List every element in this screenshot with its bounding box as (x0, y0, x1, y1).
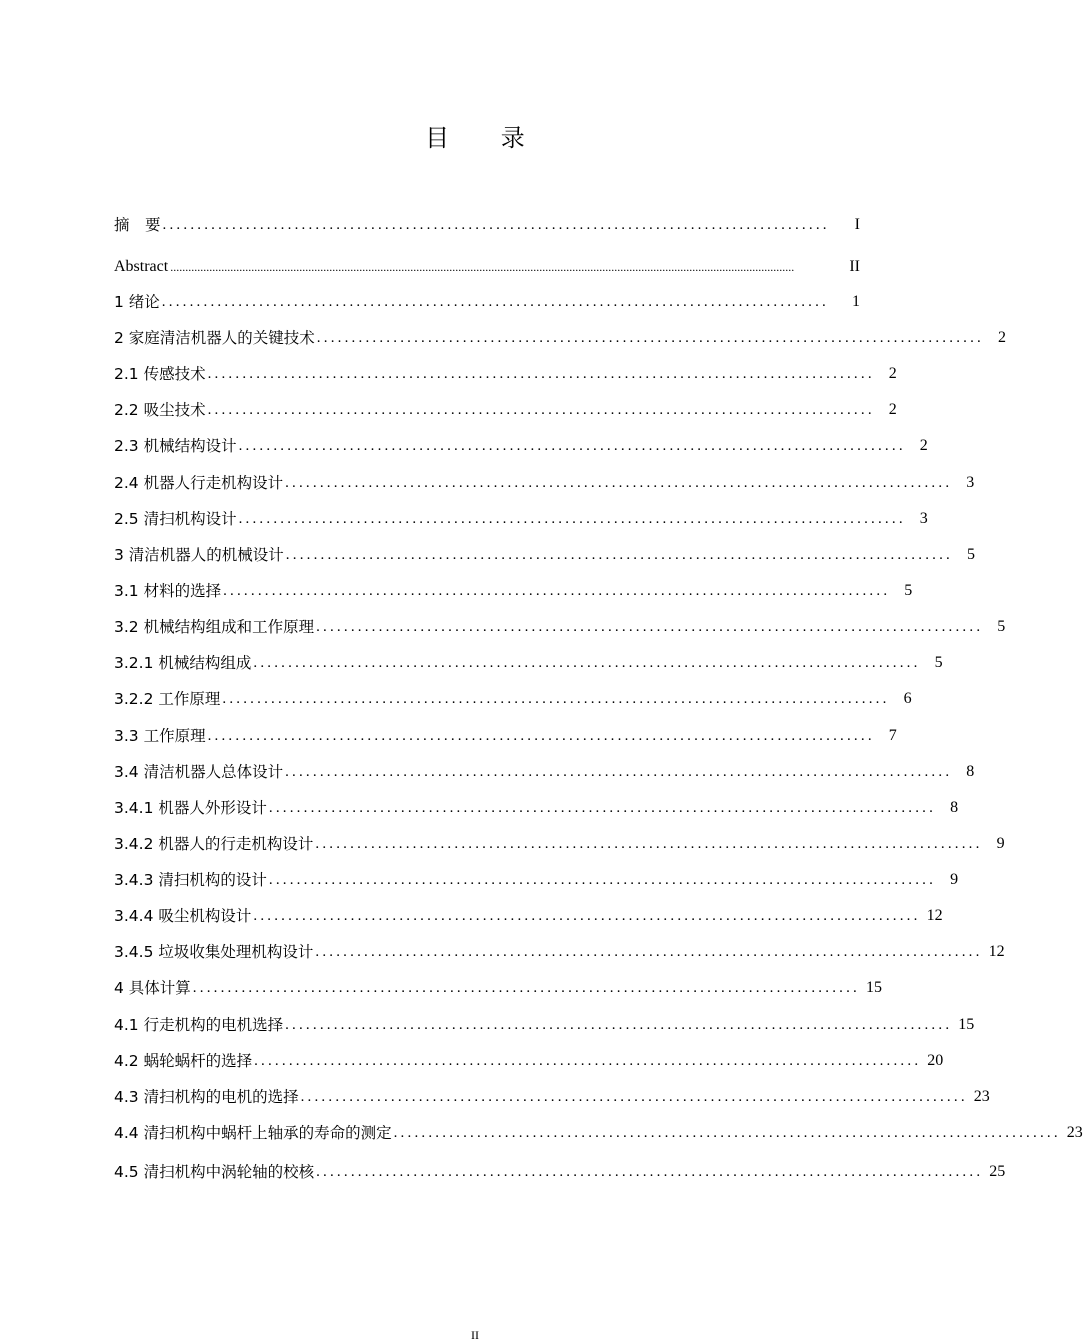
toc-dot-leader: ................................................................................................................................................................................................................ (170, 260, 795, 274)
toc-entry[interactable] (114, 865, 959, 891)
toc-entry[interactable] (114, 504, 928, 530)
toc-entry-page: 20 (927, 1052, 944, 1069)
toc-dot-leader: ................................................................................................ (316, 330, 984, 346)
toc-entry-page: 3 (919, 510, 928, 527)
toc-dot-leader: ................................................................................................ (207, 402, 875, 418)
toc-entry[interactable] (114, 576, 913, 602)
toc-dot-leader: ................................................................................................ (162, 217, 830, 233)
toc-entry-label: 2.4 机器人行走机构设计 (114, 474, 284, 492)
toc-dot-leader: ................................................................................................ (238, 511, 906, 527)
toc-entry[interactable] (114, 793, 959, 819)
toc-entry[interactable] (114, 684, 912, 710)
toc-entry-page: 5 (997, 618, 1006, 635)
toc-entry[interactable] (114, 1157, 1006, 1183)
toc-dot-leader: ................................................................................................ (238, 438, 906, 454)
toc-dot-leader: ................................................................................................ (222, 691, 890, 707)
toc-entry-label: 3.4.2 机器人的行走机构设计 (114, 835, 314, 853)
toc-entry-page: 15 (866, 979, 882, 996)
toc-entry-page: I (854, 216, 860, 233)
toc-dot-leader: ................................................................................................ (254, 1053, 922, 1069)
toc-dot-leader: ................................................................................................ (315, 944, 983, 960)
toc-entry-label: 2 家庭清洁机器人的关键技术 (114, 329, 315, 347)
toc-entry-page: 6 (903, 690, 912, 707)
toc-entry-label: 3.4.1 机器人外形设计 (114, 799, 267, 817)
toc-entry-label: 3.4.4 吸尘机构设计 (114, 907, 252, 925)
toc-entry-label: 4.5 清扫机构中涡轮轴的校核 (114, 1163, 315, 1181)
toc-entry-page: II (849, 258, 860, 275)
toc-entry-label: 4.2 蜗轮蜗杆的选择 (114, 1052, 253, 1070)
toc-entry-label: 3.2.1 机械结构组成 (114, 654, 252, 672)
toc-dot-leader: ................................................................................................ (192, 980, 860, 996)
toc-dot-leader: ................................................................................................ (223, 583, 891, 599)
toc-entry-label: 2.5 清扫机构设计 (114, 510, 237, 528)
toc-entry[interactable] (114, 468, 975, 494)
page-number: II (471, 1328, 479, 1342)
toc-dot-leader: ................................................................................................ (316, 1164, 984, 1180)
toc-entry-label: 3.2 机械结构组成和工作原理 (114, 618, 315, 636)
toc-entry[interactable] (114, 431, 928, 457)
toc-entry-label: 2.1 传感技术 (114, 365, 206, 383)
toc-entry-label: 4.3 清扫机构的电机的选择 (114, 1088, 299, 1106)
toc-dot-leader: ................................................................................................ (300, 1089, 968, 1105)
toc-dot-leader: ................................................................................................ (285, 475, 953, 491)
toc-entry-page: 23 (1066, 1124, 1083, 1141)
toc-dot-leader: ................................................................................................ (315, 836, 983, 852)
toc-entry[interactable] (114, 612, 1006, 638)
toc-dot-leader: ................................................................................................ (393, 1125, 1061, 1141)
toc-entry[interactable] (114, 1046, 944, 1072)
toc-entry[interactable] (114, 1010, 975, 1036)
toc-entry-page: 9 (950, 871, 959, 888)
toc-entry-label: Abstract (114, 258, 169, 275)
toc-dot-leader: ................................................................................................ (285, 764, 953, 780)
toc-entry-label: 摘 要 (114, 216, 161, 234)
toc-entry-page: 12 (988, 943, 1005, 960)
toc-entry-page: 5 (904, 582, 913, 599)
toc-entry-label: 3.3 工作原理 (114, 727, 206, 745)
toc-dot-leader: ................................................................................................ (253, 655, 921, 671)
toc-entry-page: 2 (888, 401, 897, 418)
toc-entry-label: 3.1 材料的选择 (114, 582, 222, 600)
toc-entry-label: 2.2 吸尘技术 (114, 401, 206, 419)
toc-entry-page: 8 (950, 799, 959, 816)
toc-entry-label: 1 绪论 (114, 293, 160, 311)
toc-entry-page: 8 (966, 763, 975, 780)
toc-entry-page: 7 (888, 727, 897, 744)
toc-entry-label: 3 清洁机器人的机械设计 (114, 546, 284, 564)
toc-entry-label: 3.4.5 垃圾收集处理机构设计 (114, 943, 314, 961)
toc-entry[interactable] (114, 359, 897, 385)
toc-entry[interactable] (114, 829, 1005, 855)
toc-entry-page: 2 (998, 329, 1006, 346)
toc-entry-page: 2 (919, 437, 928, 454)
toc-entry-page: 9 (996, 835, 1005, 852)
toc-entry[interactable] (114, 648, 943, 674)
toc-entry-page: 12 (926, 907, 943, 924)
toc-dot-leader: ................................................................................................ (268, 872, 937, 888)
toc-dot-leader: ................................................................................................ (207, 366, 875, 382)
toc-dot-leader: ................................................................................................ (285, 547, 953, 563)
toc-entry-label: 4 具体计算 (114, 979, 191, 997)
toc-dot-leader: ................................................................................................ (207, 728, 875, 744)
toc-entry-abstract-en[interactable] (114, 252, 860, 278)
toc-entry-label: 3.4 清洁机器人总体设计 (114, 763, 284, 781)
toc-entry[interactable] (114, 973, 882, 999)
toc-entry-label: 3.4.3 清扫机构的设计 (114, 871, 267, 889)
toc-dot-leader: ................................................................................................ (316, 619, 984, 635)
toc-entry-abstract-cn[interactable] (114, 210, 860, 236)
toc-dot-leader: ................................................................................................ (253, 908, 921, 924)
toc-entry[interactable] (114, 323, 1006, 349)
toc-entry-page: 1 (852, 293, 860, 310)
toc-entry-page: 3 (966, 474, 975, 491)
toc-entry[interactable] (114, 757, 975, 783)
toc-entry[interactable] (114, 721, 897, 747)
toc-entry-page: 2 (888, 365, 897, 382)
toc-dot-leader: ................................................................................................ (161, 294, 829, 310)
toc-entry[interactable] (114, 901, 943, 927)
toc-entry-label: 4.4 清扫机构中蜗杆上轴承的寿命的测定 (114, 1124, 392, 1142)
toc-entry[interactable] (114, 1118, 1083, 1144)
toc-dot-leader: ................................................................................................ (268, 800, 937, 816)
toc-entry[interactable] (114, 395, 897, 421)
toc-entry[interactable] (114, 287, 860, 313)
toc-entry-label: 3.2.2 工作原理 (114, 690, 221, 708)
toc-entry[interactable] (114, 937, 1005, 963)
toc-entry-page: 25 (989, 1163, 1006, 1180)
toc-entry-page: 5 (967, 546, 975, 563)
toc-entry-label: 2.3 机械结构设计 (114, 437, 237, 455)
toc-entry-page: 23 (973, 1088, 990, 1105)
toc-dot-leader: ................................................................................................ (285, 1017, 953, 1033)
page-title: 目 录 (425, 124, 547, 152)
toc-entry-page: 15 (958, 1016, 975, 1033)
toc-entry-label: 4.1 行走机构的电机选择 (114, 1016, 284, 1034)
toc-entry-page: 5 (934, 654, 943, 671)
toc-entry[interactable] (114, 540, 975, 566)
toc-entry[interactable] (114, 1082, 990, 1108)
